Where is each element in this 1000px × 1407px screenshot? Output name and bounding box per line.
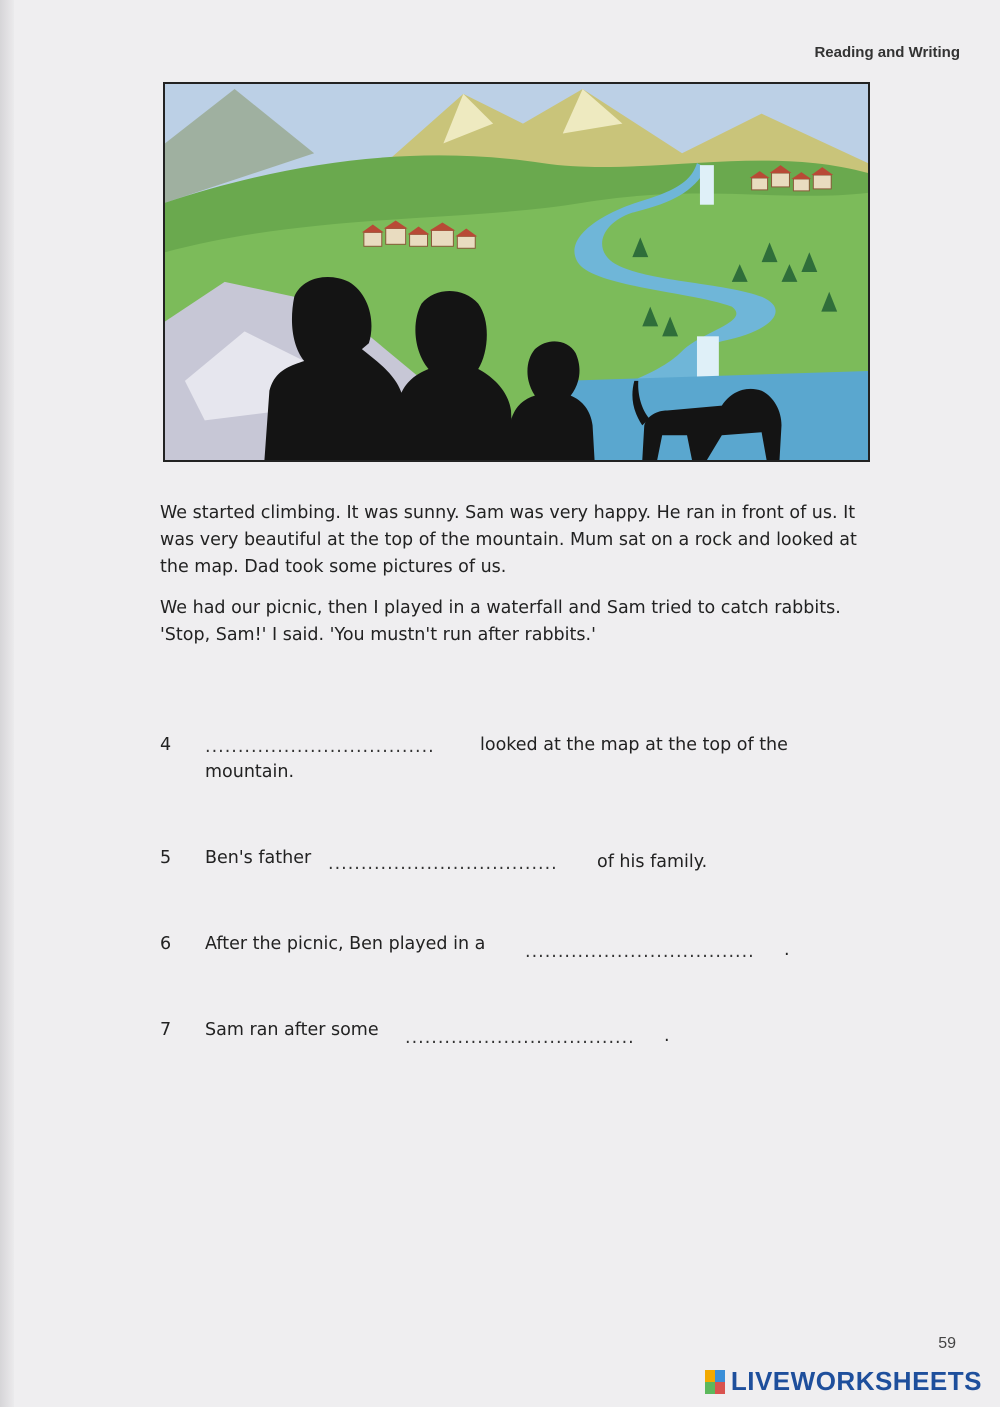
question-text-after: of his family. xyxy=(597,852,708,872)
answer-blank-7[interactable]: ................................... xyxy=(405,1028,635,1048)
answer-blank-4[interactable]: ................................... xyxy=(205,737,435,757)
section-header: Reading and Writing xyxy=(814,44,960,61)
answer-blank-5[interactable]: ................................... xyxy=(328,854,558,874)
question-text-continuation: mountain. xyxy=(205,762,295,782)
question-text-before: Sam ran after some xyxy=(205,1020,379,1040)
answer-blank-6[interactable]: ................................... xyxy=(525,942,755,962)
question-number: 6 xyxy=(160,934,172,954)
brand-name: LIVEWORKSHEETS xyxy=(730,1366,982,1396)
page-binding-edge xyxy=(0,0,14,1407)
question-text-after: . xyxy=(784,940,790,960)
story-paragraph-1: We started climbing. It was sunny. Sam was very happy. He ran in front of us. It was very beautiful at the top of the mountain. Mum sat on a rock and looked at the map. Dad took some pictures of us. xyxy=(160,503,857,577)
page-number: 59 xyxy=(938,1335,956,1352)
question-text-after: looked at the map at the top of the xyxy=(480,735,788,755)
story-illustration xyxy=(163,82,870,462)
question-text-after: . xyxy=(664,1026,670,1046)
liveworksheets-logo[interactable] xyxy=(705,1366,982,1397)
question-number: 5 xyxy=(160,848,172,868)
mountain-scene-illustration xyxy=(165,84,868,460)
liveworksheets-grid-icon xyxy=(705,1370,725,1394)
question-number: 7 xyxy=(160,1020,172,1040)
question-number: 4 xyxy=(160,735,172,755)
story-paragraph-2: We had our picnic, then I played in a waterfall and Sam tried to catch rabbits. 'Stop, Sam!' I said. 'You mustn't run after rabbits.' xyxy=(160,598,841,645)
story-text xyxy=(160,500,875,663)
question-text-before: After the picnic, Ben played in a xyxy=(205,934,486,954)
question-text-before: Ben's father xyxy=(205,848,312,868)
